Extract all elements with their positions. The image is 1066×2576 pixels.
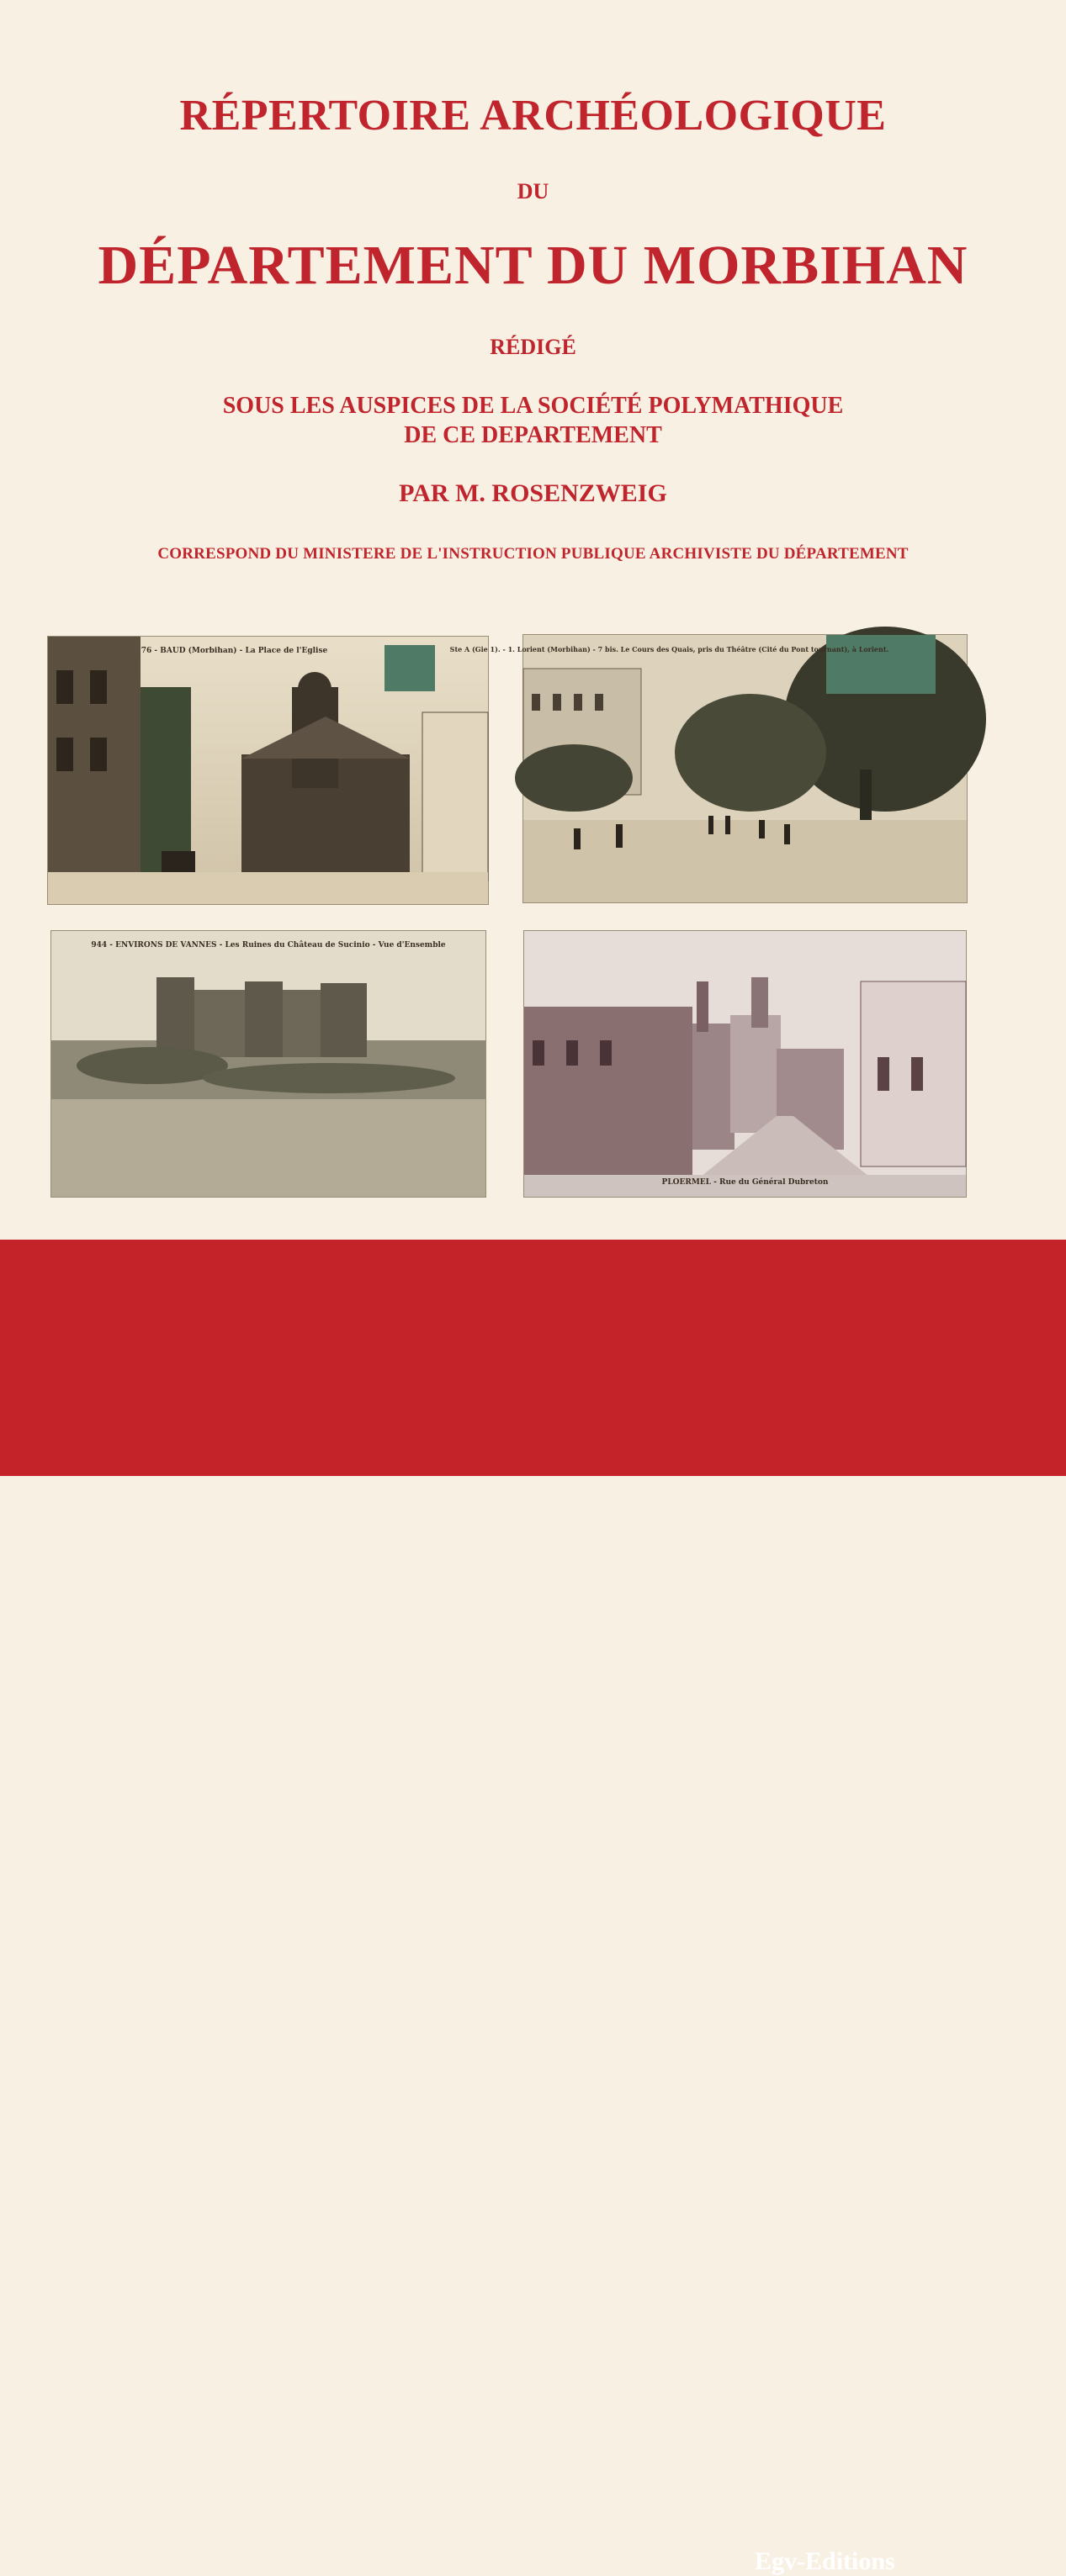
postcard-sucinio [50, 930, 486, 1198]
postcard-ploermel [523, 930, 967, 1198]
title-line-1: RÉPERTOIRE ARCHÉOLOGIQUE [179, 92, 887, 140]
auspices-line-2: DE CE DEPARTEMENT [404, 422, 662, 448]
auspices-line-1: SOUS LES AUSPICES DE LA SOCIÉTÉ POLYMATHIQUE [222, 393, 844, 419]
postcard-baud [47, 636, 489, 905]
title-du: DU [517, 179, 549, 204]
postcard-caption: 944 - ENVIRONS DE VANNES - Les Ruines du Château de Sucinio - Vue d'Ensemble [91, 941, 446, 949]
author-name: PAR M. ROSENZWEIG [399, 479, 667, 507]
redige-label: RÉDIGÉ [490, 335, 576, 359]
postcard-lorient [449, 634, 968, 903]
footer-band [0, 1240, 1066, 2575]
postcard-caption: Ste A (Gie 1). - 1. Lorient (Morbihan) - 7 bis. Le Cours des Quais, pris du Théâtre (Cité du Pont tournant), à Lorient. [449, 645, 889, 653]
postcard-caption: PLOERMEL - Rue du Général Dubreton [661, 1178, 829, 1187]
postcard-caption: 76 - BAUD (Morbihan) - La Place de l'Eglise [141, 647, 328, 655]
publisher-name: Egv-Editions [755, 2547, 895, 2575]
author-title: CORRESPOND DU MINISTERE DE L'INSTRUCTION PUBLIQUE ARCHIVISTE DU DÉPARTEMENT [157, 545, 909, 563]
title-line-2: DÉPARTEMENT DU MORBIHAN [98, 235, 968, 296]
